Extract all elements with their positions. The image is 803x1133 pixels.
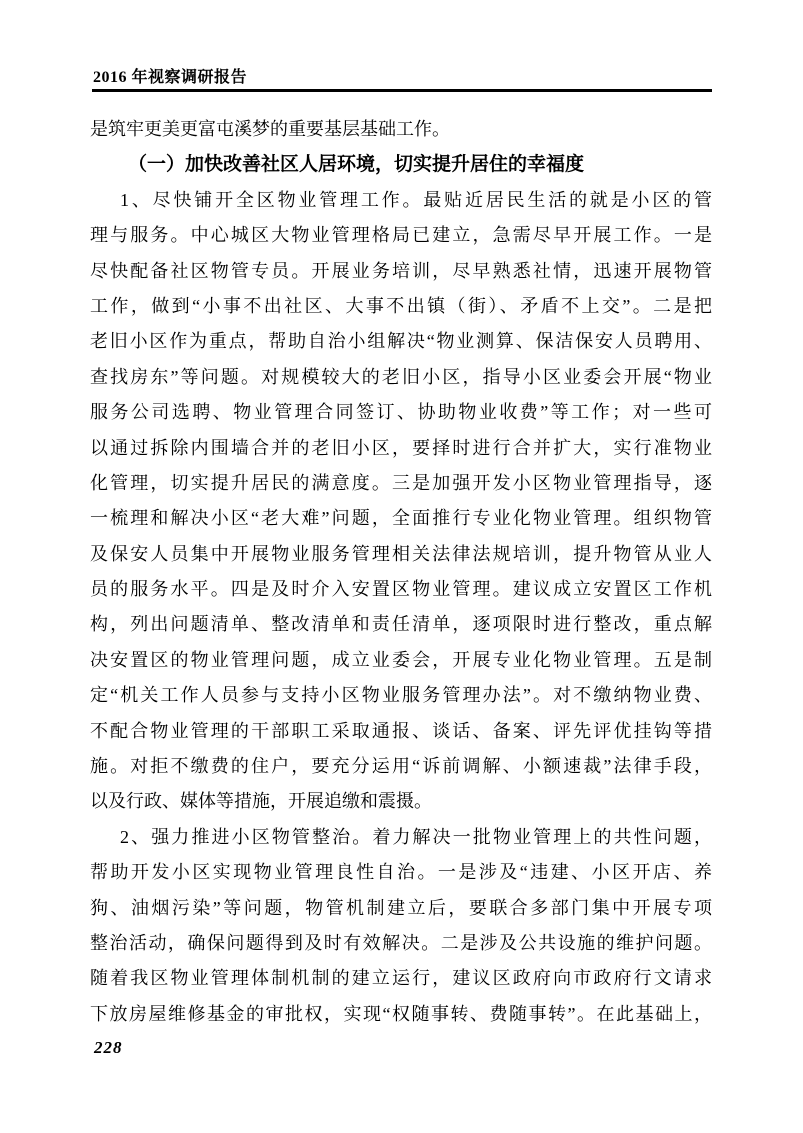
text-line: 及保安人员集中开展物业服务管理相关法律法规培训，提升物管从业人	[90, 543, 712, 564]
header-title: 2016 年视察调研报告	[93, 69, 248, 86]
text-line: 一梳理和解决小区“老大难”问题，全面推行专业化物业管理。组织物管	[90, 508, 712, 529]
text-line: 以及行政、媒体等措施，开展追缴和震摄。	[90, 791, 432, 812]
text-line: 下放房屋维修基金的审批权，实现“权随事转、费随事转”。在此基础上，	[90, 1003, 712, 1024]
text-line: 是筑牢更美更富屯溪梦的重要基层基础工作。	[90, 119, 450, 139]
text-line: 2、强力推进小区物管整治。着力解决一批物业管理上的共性问题，	[120, 826, 712, 847]
text-line: 决安置区的物业管理问题，成立业委会，开展专业化物业管理。五是制	[90, 649, 712, 670]
text-line: 查找房东”等问题。对规模较大的老旧小区，指导小区业委会开展“物业	[90, 366, 712, 387]
text-line: 随着我区物业管理体制机制的建立运行，建议区政府向市政府行文请求	[90, 968, 712, 989]
text-line: 施。对拒不缴费的住户，要充分运用“诉前调解、小额速裁”法律手段，	[90, 756, 712, 777]
text-line: 尽快配备社区物管专员。开展业务培训，尽早熟悉社情，迅速开展物管	[90, 260, 712, 281]
text-line: 理与服务。中心城区大物业管理格局已建立，急需尽早开展工作。一是	[90, 225, 712, 246]
text-line: 以通过拆除内围墙合并的老旧小区，要择时进行合并扩大，实行准物业	[90, 437, 712, 458]
text-line: 老旧小区作为重点，帮助自治小组解决“物业测算、保洁保安人员聘用、	[90, 331, 712, 352]
text-line: 定“机关工作人员参与支持小区物业服务管理办法”。对不缴纳物业费、	[90, 685, 712, 706]
text-line: 服务公司选聘、物业管理合同签订、协助物业收费”等工作；对一些可	[90, 402, 712, 423]
body-text	[90, 112, 712, 1032]
text-line: 工作，做到“小事不出社区、大事不出镇（街）、矛盾不上交”。二是把	[90, 295, 712, 316]
text-line: 构，列出问题清单、整改清单和责任清单，逐项限时进行整改，重点解	[90, 614, 712, 635]
section-heading: （一）加快改善社区人居环境，切实提升居住的幸福度	[128, 154, 585, 176]
text-line: 1、尽快铺开全区物业管理工作。最贴近居民生活的就是小区的管	[120, 189, 712, 210]
text-line: 不配合物业管理的干部职工采取通报、谈话、备案、评先评优挂钩等措	[90, 720, 712, 741]
text-line: 狗、油烟污染”等问题，物管机制建立后，要联合多部门集中开展专项	[90, 897, 712, 918]
text-line: 整治活动，确保问题得到及时有效解决。二是涉及公共设施的维护问题。	[90, 932, 712, 953]
header-rule	[92, 89, 712, 92]
page-number: 228	[94, 1038, 123, 1057]
text-line: 帮助开发小区实现物业管理良性自治。一是涉及“违建、小区开店、养	[90, 862, 712, 883]
text-line: 员的服务水平。四是及时介入安置区物业管理。建议成立安置区工作机	[90, 579, 712, 600]
text-line: 化管理，切实提升居民的满意度。三是加强开发小区物业管理指导，逐	[90, 472, 712, 493]
